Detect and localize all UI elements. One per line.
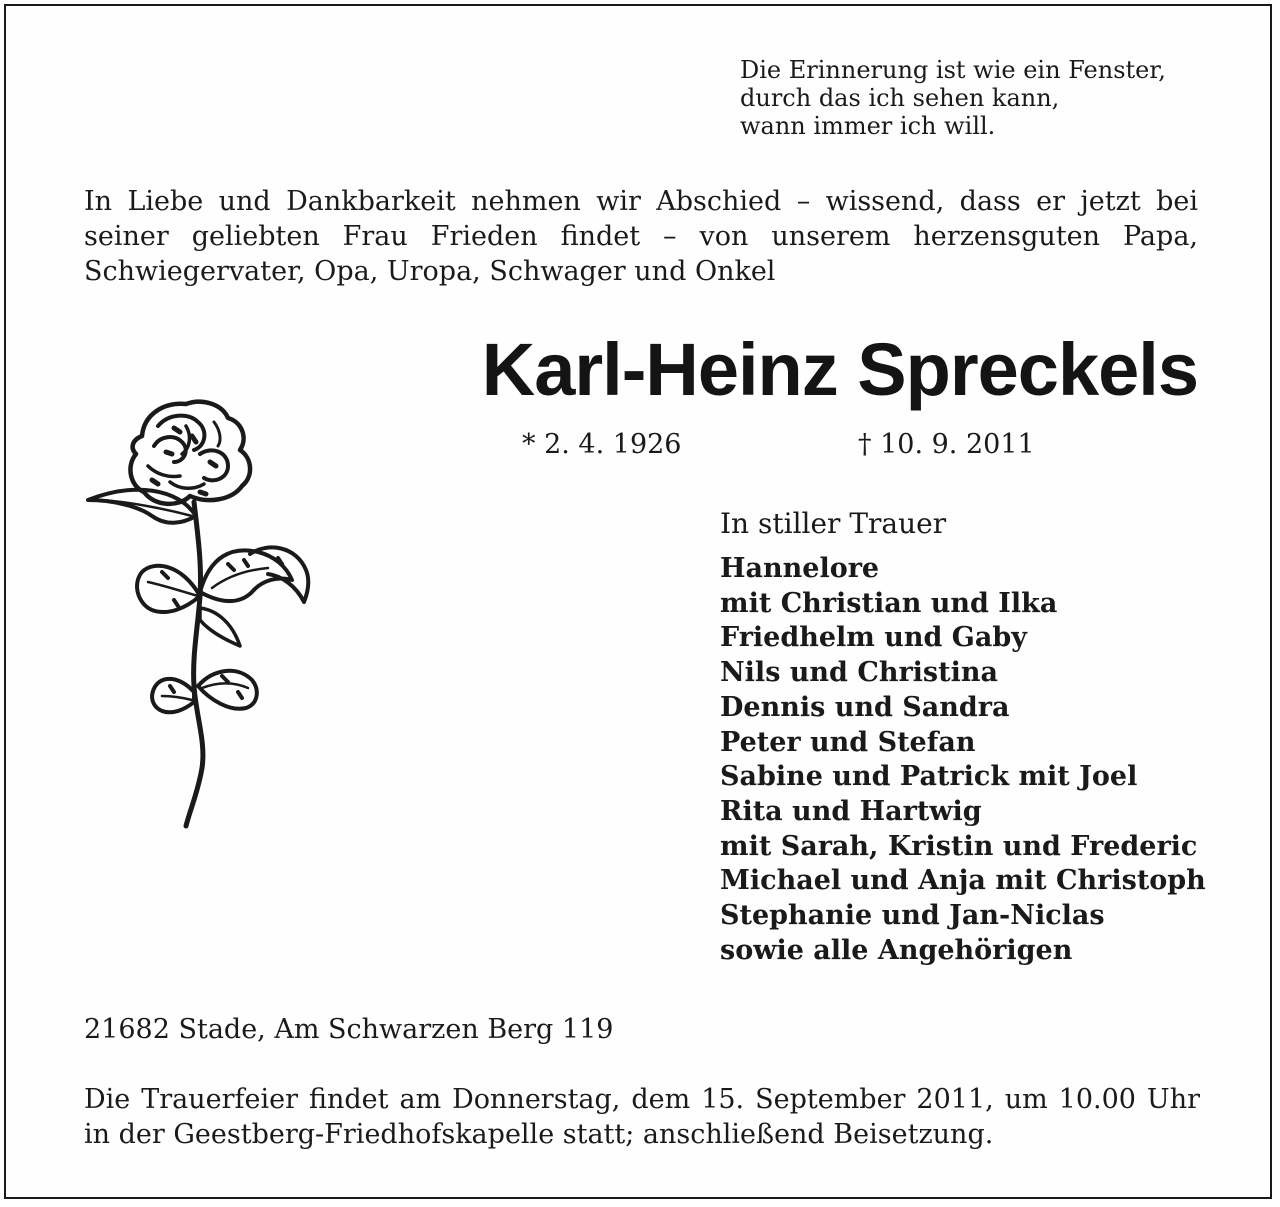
- mourner-entry: Sabine und Patrick mit Joel: [720, 761, 1138, 793]
- mourner-entry: Hannelore: [720, 553, 880, 584]
- rose-icon: [82, 396, 314, 832]
- farewell-line: Schwiegervater, Opa, Uropa, Schwager und Onkel: [84, 256, 776, 287]
- mourner-entry: sowie alle Angehörigen: [720, 934, 1073, 966]
- mourning-intro: In stiller Trauer: [720, 507, 947, 540]
- mourner-entry: Stephanie und Jan-Niclas: [720, 900, 1105, 932]
- mourner-entry: Michael und Anja mit Christoph: [720, 865, 1206, 897]
- mourner-entry: Dennis und Sandra: [720, 691, 1010, 723]
- farewell-line: In Liebe und Dankbarkeit nehmen wir Abschied – wissend, dass er jetzt bei: [84, 186, 1198, 217]
- funeral-service-notice: [84, 1082, 1200, 1152]
- service-line: Die Trauerfeier findet am Donnerstag, dem 15. September 2011, um 10.00 Uhr: [84, 1084, 1200, 1115]
- mourner-entry: Rita und Hartwig: [720, 795, 982, 827]
- birth-date: * 2. 4. 1926: [522, 429, 682, 460]
- memorial-quote: [740, 56, 1210, 140]
- mourner-entry: mit Sarah, Kristin und Frederic: [720, 830, 1198, 862]
- farewell-line: seiner geliebten Frau Frieden findet – von unserem herzensguten Papa,: [84, 221, 1198, 252]
- farewell-text: [84, 184, 1198, 289]
- mourner-entry: Friedhelm und Gaby: [720, 622, 1027, 654]
- service-line: in der Geestberg-Friedhofskapelle statt; anschließend Beisetzung.: [84, 1119, 994, 1150]
- death-date: † 10. 9. 2011: [858, 429, 1035, 460]
- mourner-entry: mit Christian und Ilka: [720, 587, 1058, 619]
- mourner-entry: Peter und Stefan: [720, 726, 976, 758]
- quote-line: durch das ich sehen kann,: [740, 84, 1060, 112]
- deceased-name: Karl-Heinz Spreckels: [481, 328, 1198, 411]
- quote-line: Die Erinnerung ist wie ein Fenster,: [740, 56, 1166, 84]
- family-address: 21682 Stade, Am Schwarzen Berg 119: [84, 1014, 614, 1045]
- mourners-list: [720, 552, 1206, 968]
- mourner-entry: Nils und Christina: [720, 657, 998, 689]
- quote-line: wann immer ich will.: [740, 112, 996, 140]
